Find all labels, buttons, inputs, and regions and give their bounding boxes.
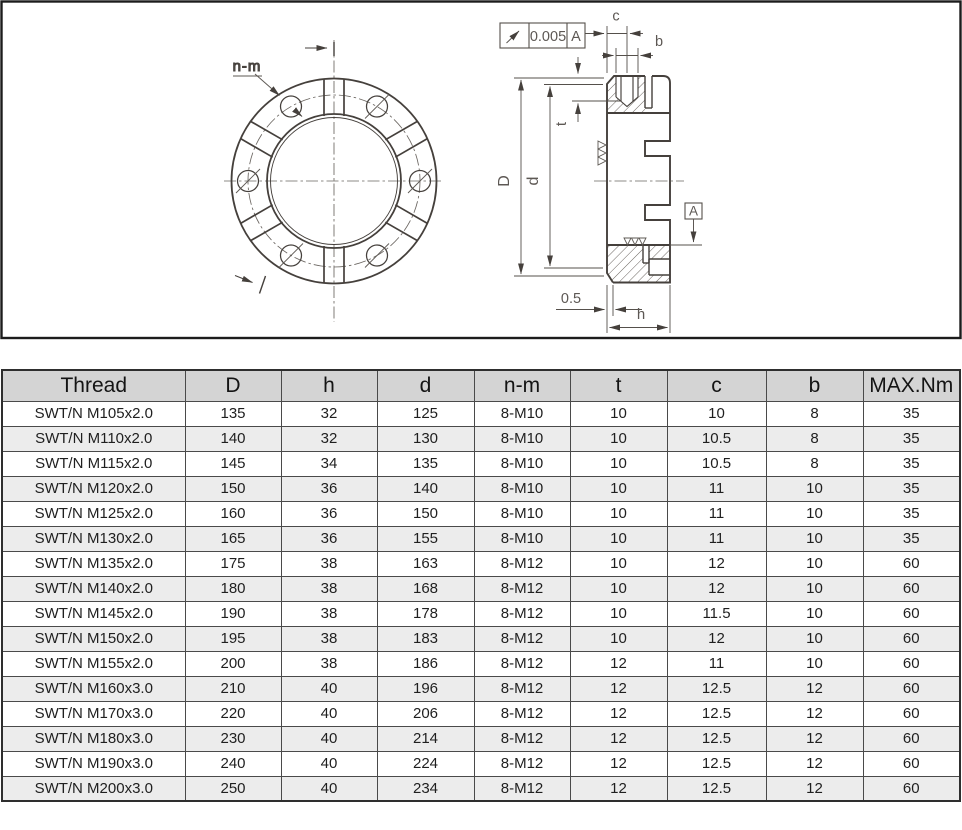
table-cell: 10.5 bbox=[667, 451, 766, 476]
table-cell: 8-M10 bbox=[474, 401, 570, 426]
table-cell: 12 bbox=[667, 576, 766, 601]
table-cell: 11 bbox=[667, 526, 766, 551]
table-cell: 178 bbox=[377, 601, 474, 626]
table-row bbox=[2, 401, 960, 426]
table-cell: 10 bbox=[570, 426, 667, 451]
table-cell: 10 bbox=[570, 501, 667, 526]
table-cell: 10.5 bbox=[667, 426, 766, 451]
table-cell: 60 bbox=[863, 626, 960, 651]
table-cell: 12 bbox=[667, 551, 766, 576]
dim-label-D: D bbox=[496, 175, 513, 187]
table-cell: 8-M10 bbox=[474, 426, 570, 451]
table-cell: 12 bbox=[766, 726, 863, 751]
datum-flag-label: A bbox=[688, 203, 699, 219]
table-row bbox=[2, 651, 960, 676]
dim-label-c: c bbox=[612, 8, 620, 25]
table-cell: 250 bbox=[185, 776, 281, 801]
table-row bbox=[2, 626, 960, 651]
column-header: D bbox=[185, 370, 281, 401]
dim-label-t: t bbox=[553, 121, 570, 127]
table-cell: 12 bbox=[766, 776, 863, 801]
table-cell: 190 bbox=[185, 601, 281, 626]
table-cell: 38 bbox=[281, 576, 377, 601]
column-header: b bbox=[766, 370, 863, 401]
table-cell: 160 bbox=[185, 501, 281, 526]
table-cell: 163 bbox=[377, 551, 474, 576]
table-cell: SWT/N M130x2.0 bbox=[2, 526, 185, 551]
table-cell: 10 bbox=[766, 551, 863, 576]
table-cell: 35 bbox=[863, 426, 960, 451]
table-cell: SWT/N M155x2.0 bbox=[2, 651, 185, 676]
table-cell: 35 bbox=[863, 501, 960, 526]
table-row bbox=[2, 701, 960, 726]
table-row bbox=[2, 726, 960, 751]
table-cell: SWT/N M135x2.0 bbox=[2, 551, 185, 576]
table-cell: 34 bbox=[281, 451, 377, 476]
table-cell: 12 bbox=[570, 776, 667, 801]
table-cell: 60 bbox=[863, 576, 960, 601]
table-cell: 40 bbox=[281, 676, 377, 701]
table-cell: 36 bbox=[281, 526, 377, 551]
table-cell: 10 bbox=[766, 526, 863, 551]
table-cell: 12 bbox=[570, 701, 667, 726]
table-cell: 11.5 bbox=[667, 601, 766, 626]
table-cell: 35 bbox=[863, 526, 960, 551]
table-cell: 186 bbox=[377, 651, 474, 676]
column-header: c bbox=[667, 370, 766, 401]
table-cell: 12 bbox=[667, 626, 766, 651]
table-cell: 8-M10 bbox=[474, 526, 570, 551]
table-cell: SWT/N M190x3.0 bbox=[2, 751, 185, 776]
locknut-drawing bbox=[0, 0, 962, 341]
table-cell: 36 bbox=[281, 501, 377, 526]
table-cell: 40 bbox=[281, 701, 377, 726]
table-cell: 140 bbox=[377, 476, 474, 501]
table-cell: 165 bbox=[185, 526, 281, 551]
table-cell: 210 bbox=[185, 676, 281, 701]
column-header: t bbox=[570, 370, 667, 401]
table-cell: 135 bbox=[185, 401, 281, 426]
table-row bbox=[2, 676, 960, 701]
table-cell: 38 bbox=[281, 551, 377, 576]
table-cell: 140 bbox=[185, 426, 281, 451]
table-cell: 60 bbox=[863, 551, 960, 576]
table-cell: 12 bbox=[570, 751, 667, 776]
table-cell: 10 bbox=[766, 476, 863, 501]
table-cell: 214 bbox=[377, 726, 474, 751]
table-cell: SWT/N M160x3.0 bbox=[2, 676, 185, 701]
table-cell: 35 bbox=[863, 476, 960, 501]
table-row bbox=[2, 776, 960, 801]
table-cell: 12 bbox=[570, 726, 667, 751]
dim-label-h: h bbox=[636, 306, 646, 323]
table-cell: 10 bbox=[570, 476, 667, 501]
dim-label-b: b bbox=[654, 34, 664, 50]
table-cell: SWT/N M170x3.0 bbox=[2, 701, 185, 726]
table-cell: 8-M12 bbox=[474, 601, 570, 626]
table-cell: 8-M12 bbox=[474, 776, 570, 801]
table-cell: 183 bbox=[377, 626, 474, 651]
table-cell: 150 bbox=[377, 501, 474, 526]
table-row bbox=[2, 526, 960, 551]
table-cell: 206 bbox=[377, 701, 474, 726]
table-row bbox=[2, 501, 960, 526]
table-body bbox=[2, 401, 960, 801]
table-cell: 8-M12 bbox=[474, 726, 570, 751]
table-cell: 60 bbox=[863, 601, 960, 626]
column-header: Thread bbox=[2, 370, 185, 401]
table-cell: 38 bbox=[281, 626, 377, 651]
table-row bbox=[2, 751, 960, 776]
table-cell: SWT/N M150x2.0 bbox=[2, 626, 185, 651]
table-cell: 10 bbox=[570, 601, 667, 626]
table-cell: 224 bbox=[377, 751, 474, 776]
table-cell: 10 bbox=[766, 501, 863, 526]
column-header: n-m bbox=[474, 370, 570, 401]
table-cell: 8-M10 bbox=[474, 476, 570, 501]
table-cell: 11 bbox=[667, 501, 766, 526]
table-cell: SWT/N M145x2.0 bbox=[2, 601, 185, 626]
hole-callout-label: n-m bbox=[232, 58, 262, 75]
table-cell: 10 bbox=[766, 601, 863, 626]
table-cell: 11 bbox=[667, 476, 766, 501]
table-cell: 10 bbox=[570, 551, 667, 576]
table-cell: 10 bbox=[570, 626, 667, 651]
table-cell: 8 bbox=[766, 401, 863, 426]
table-header-row bbox=[2, 370, 960, 401]
table-cell: 38 bbox=[281, 651, 377, 676]
table-row bbox=[2, 601, 960, 626]
table-cell: 11 bbox=[667, 651, 766, 676]
column-header: d bbox=[377, 370, 474, 401]
table-cell: 12.5 bbox=[667, 676, 766, 701]
table-cell: SWT/N M120x2.0 bbox=[2, 476, 185, 501]
table-cell: 10 bbox=[570, 401, 667, 426]
table-cell: 8 bbox=[766, 426, 863, 451]
table-cell: 60 bbox=[863, 651, 960, 676]
table-cell: 130 bbox=[377, 426, 474, 451]
table-cell: 8 bbox=[766, 451, 863, 476]
table-cell: 220 bbox=[185, 701, 281, 726]
table-cell: 38 bbox=[281, 601, 377, 626]
table-cell: 195 bbox=[185, 626, 281, 651]
table-cell: 60 bbox=[863, 676, 960, 701]
table-cell: 10 bbox=[766, 626, 863, 651]
table-cell: 40 bbox=[281, 751, 377, 776]
column-header: h bbox=[281, 370, 377, 401]
technical-drawing-panel bbox=[0, 0, 962, 341]
table-row bbox=[2, 576, 960, 601]
table-cell: 60 bbox=[863, 751, 960, 776]
table-cell: SWT/N M115x2.0 bbox=[2, 451, 185, 476]
table-cell: 8-M12 bbox=[474, 751, 570, 776]
table-cell: SWT/N M110x2.0 bbox=[2, 426, 185, 451]
table-cell: 10 bbox=[570, 526, 667, 551]
table-cell: 12.5 bbox=[667, 776, 766, 801]
table-cell: 8-M12 bbox=[474, 651, 570, 676]
table-cell: 12 bbox=[570, 676, 667, 701]
column-header: MAX.Nm bbox=[863, 370, 960, 401]
table-cell: 150 bbox=[185, 476, 281, 501]
table-cell: 12 bbox=[766, 676, 863, 701]
table-cell: 168 bbox=[377, 576, 474, 601]
drawing-border bbox=[2, 2, 961, 339]
table-cell: 10 bbox=[570, 576, 667, 601]
table-cell: 60 bbox=[863, 726, 960, 751]
table-cell: 145 bbox=[185, 451, 281, 476]
table-cell: 155 bbox=[377, 526, 474, 551]
table-cell: 12 bbox=[766, 751, 863, 776]
table-cell: SWT/N M200x3.0 bbox=[2, 776, 185, 801]
table-cell: 60 bbox=[863, 701, 960, 726]
table-cell: 40 bbox=[281, 726, 377, 751]
dim-label-d: d bbox=[525, 176, 542, 186]
table-cell: 175 bbox=[185, 551, 281, 576]
table-cell: 8-M10 bbox=[474, 501, 570, 526]
table-cell: 10 bbox=[667, 401, 766, 426]
table-cell: 8-M12 bbox=[474, 551, 570, 576]
table-cell: 180 bbox=[185, 576, 281, 601]
table-cell: SWT/N M125x2.0 bbox=[2, 501, 185, 526]
tolerance-value: 0.005 bbox=[529, 29, 567, 45]
table-cell: 10 bbox=[570, 451, 667, 476]
table-cell: 60 bbox=[863, 776, 960, 801]
table-cell: 35 bbox=[863, 451, 960, 476]
table-cell: SWT/N M105x2.0 bbox=[2, 401, 185, 426]
table-cell: 230 bbox=[185, 726, 281, 751]
table-cell: 196 bbox=[377, 676, 474, 701]
table-cell: 8-M12 bbox=[474, 701, 570, 726]
dim-label-edge: 0.5 bbox=[560, 291, 582, 307]
table-cell: 32 bbox=[281, 426, 377, 451]
table-cell: SWT/N M180x3.0 bbox=[2, 726, 185, 751]
table-cell: SWT/N M140x2.0 bbox=[2, 576, 185, 601]
table-cell: 12 bbox=[766, 701, 863, 726]
table-cell: 40 bbox=[281, 776, 377, 801]
table-cell: 10 bbox=[766, 576, 863, 601]
table-cell: 8-M12 bbox=[474, 576, 570, 601]
table-row bbox=[2, 426, 960, 451]
table-cell: 35 bbox=[863, 401, 960, 426]
table-row bbox=[2, 551, 960, 576]
table-cell: 8-M10 bbox=[474, 451, 570, 476]
spec-table bbox=[1, 369, 961, 802]
table-cell: 8-M12 bbox=[474, 626, 570, 651]
tolerance-datum: A bbox=[571, 29, 581, 45]
table-cell: 12.5 bbox=[667, 726, 766, 751]
table-cell: 240 bbox=[185, 751, 281, 776]
table-cell: 12.5 bbox=[667, 701, 766, 726]
table-cell: 10 bbox=[766, 651, 863, 676]
table-cell: 8-M12 bbox=[474, 676, 570, 701]
table-cell: 234 bbox=[377, 776, 474, 801]
table-row bbox=[2, 476, 960, 501]
table-cell: 135 bbox=[377, 451, 474, 476]
table-cell: 32 bbox=[281, 401, 377, 426]
table-row bbox=[2, 451, 960, 476]
table-cell: 200 bbox=[185, 651, 281, 676]
table-cell: 12.5 bbox=[667, 751, 766, 776]
table-cell: 125 bbox=[377, 401, 474, 426]
table-cell: 36 bbox=[281, 476, 377, 501]
table-cell: 12 bbox=[570, 651, 667, 676]
